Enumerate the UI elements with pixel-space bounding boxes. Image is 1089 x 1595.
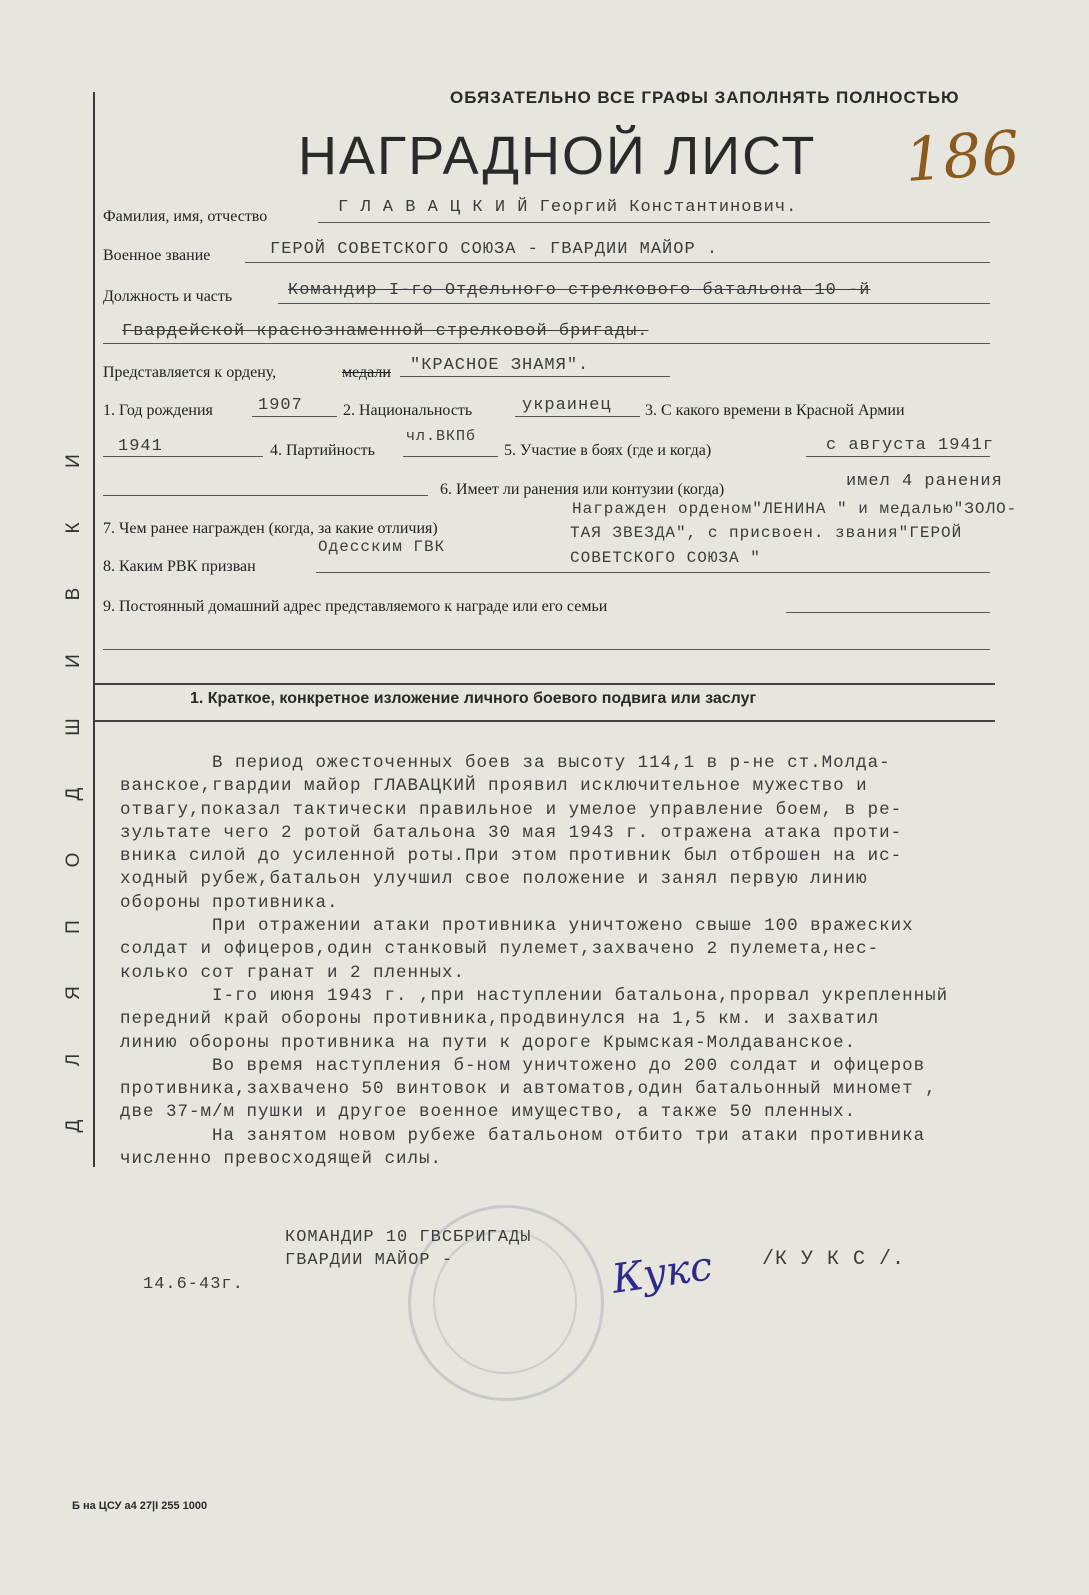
side-caption-letter: Я: [63, 986, 84, 1000]
address-label: 9. Постоянный домашний адрес представляемого к награде или его семьи: [103, 598, 608, 615]
rank-underline: [245, 262, 990, 263]
section-heading: 1. Краткое, конкретное изложение личного боевого подвига или заслуг: [190, 690, 757, 707]
side-caption-letter: П: [63, 919, 84, 934]
citation-line: солдат и офицеров,один станковый пулемет,захвачено 2 пулемета,нес-: [120, 939, 880, 960]
wounds-pre-underline: [103, 495, 428, 496]
rvk-label: 8. Каким РВК призван: [103, 558, 256, 575]
position-underline-2: [103, 343, 990, 344]
citation-line: При отражении атаки противника уничтожено свыше 100 вражеских: [120, 916, 914, 937]
awards-value-2: ТАЯ ЗВЕЗДА", с присвоен. звания"ГЕРОЙ: [570, 524, 963, 542]
battles-underline: [806, 456, 990, 457]
citation-text: [120, 752, 1010, 1171]
printer-note: Б на ЦСУ а4 27|I 255 1000: [72, 1500, 208, 1512]
side-caption-letter: Л: [63, 1053, 84, 1066]
citation-line: ванское,гвардии майор ГЛАВАЦКИЙ проявил исключительное мужество и: [120, 776, 868, 797]
wounds-value: имел 4 ранения: [846, 472, 1003, 491]
position-label: Должность и часть: [103, 288, 233, 305]
wounds-label: 6. Имеет ли ранения или контузии (когда): [440, 481, 725, 498]
document-title: НАГРАДНОЙ ЛИСТ: [298, 126, 817, 186]
address-underline-2: [103, 649, 990, 650]
section-bottom-rule: [95, 720, 995, 722]
citation-line: На занятом новом рубеже батальоном отбито три атаки противника: [120, 1125, 926, 1146]
nationality-underline: [515, 416, 640, 417]
position-value-1: Командир I-го Отдельного стрелкового батальона 10 -й: [288, 281, 871, 300]
battles-value: с августа 1941г: [826, 436, 995, 455]
side-caption-letter: О: [63, 852, 84, 868]
handwritten-number: 186: [902, 118, 1022, 196]
order-struck-text: медали: [342, 364, 391, 381]
handwritten-signature: Кукс: [609, 1243, 716, 1303]
citation-line: вника силой до усиленной роты.При этом противник был отброшен на ис-: [120, 846, 903, 867]
awards-value-3: СОВЕТСКОГО СОЮЗА ": [570, 549, 761, 567]
since-underline: [103, 456, 263, 457]
citation-line: Во время наступления б-ном уничтожено до 200 солдат и офицеров: [120, 1055, 926, 1076]
signature-line-2: ГВАРДИИ МАЙОР -: [285, 1251, 454, 1270]
signature-date: 14.6-43г.: [143, 1275, 244, 1294]
rvk-value: Одесским ГВК: [318, 538, 446, 556]
nationality-label: 2. Национальность: [343, 402, 473, 419]
order-value: "КРАСНОЕ ЗНАМЯ".: [410, 356, 590, 375]
party-label: 4. Партийность: [270, 442, 375, 459]
citation-line: две 37-м/м пушки и другое военное имущество, а также 50 пленных.: [120, 1102, 857, 1123]
since-label: 3. С какого времени в Красной Армии: [645, 402, 905, 419]
signature-name: /К У К С /.: [762, 1248, 906, 1271]
awards-value-1: Награжден орденом"ЛЕНИНА " и медалью"ЗОЛО-: [572, 500, 1018, 518]
since-value: 1941: [118, 437, 163, 456]
citation-line: линию обороны противника на пути к дороге Крымская-Молдаванское.: [120, 1032, 857, 1053]
citation-line: отвагу,показал тактически правильное и умелое управление боем, в ре-: [120, 799, 903, 820]
side-caption-letter: В: [63, 587, 84, 601]
side-caption-letter: Д: [63, 787, 84, 800]
battles-label: 5. Участие в боях (где и когда): [504, 442, 712, 459]
citation-line: передний край обороны противника,продвинулся на 1,5 км. и захватил: [120, 1009, 880, 1030]
position-value-2: Гвардейской краснознаменной стрелковой бригады.: [122, 322, 649, 341]
order-underline: [400, 376, 670, 377]
citation-line: зультате чего 2 ротой батальона 30 мая 1943 г. отражена атака проти-: [120, 822, 903, 843]
awards-label: 7. Чем ранее награжден (когда, за какие отличия): [103, 520, 438, 537]
birth-value: 1907: [258, 396, 303, 415]
nationality-value: украинец: [522, 396, 612, 415]
citation-line: ходный рубеж,батальон улучшил свое положение и занял первую линию: [120, 869, 868, 890]
position-underline-1: [278, 303, 990, 304]
citation-line: противника,захвачено 50 винтовок и автоматов,один батальонный миномет ,: [120, 1079, 937, 1100]
party-value: чл.ВКПб: [406, 428, 477, 445]
order-label: Представляется к ордену,: [103, 364, 277, 381]
party-underline: [403, 456, 498, 457]
citation-line: колько сот гранат и 2 пленных.: [120, 962, 466, 983]
citation-line: обороны противника.: [120, 892, 339, 913]
mandatory-note: ОБЯЗАТЕЛЬНО ВСЕ ГРАФЫ ЗАПОЛНЯТЬ ПОЛНОСТЬЮ: [450, 88, 960, 107]
signature-line-1: КОМАНДИР 10 ГВСБРИГАДЫ: [285, 1228, 532, 1247]
name-underline: [318, 222, 990, 223]
left-margin-line: [93, 92, 95, 1167]
rank-label: Военное звание: [103, 247, 211, 264]
citation-line: численно превосходящей силы.: [120, 1149, 443, 1170]
side-caption-letter: И: [63, 653, 84, 668]
side-caption-letter: К: [63, 521, 84, 534]
citation-line: I-го июня 1943 г. ,при наступлении батальона,прорвал укрепленный: [120, 985, 949, 1006]
rank-value: ГЕРОЙ СОВЕТСКОГО СОЮЗА - ГВАРДИИ МАЙОР .: [270, 240, 719, 259]
side-caption-letter: Ш: [63, 718, 84, 736]
citation-line: В период ожесточенных боев за высоту 114,1 в р-не ст.Молда-: [120, 753, 891, 773]
birth-label: 1. Год рождения: [103, 402, 213, 419]
name-label: Фамилия, имя, отчество: [103, 208, 268, 225]
address-underline-1: [786, 612, 990, 613]
side-caption-letter: Д: [63, 1119, 84, 1133]
side-caption-letter: И: [63, 454, 84, 468]
birth-underline: [252, 416, 337, 417]
section-top-rule: [95, 683, 995, 685]
name-value: Г Л А В А Ц К И Й Георгий Константинович.: [338, 198, 798, 217]
unit-seal-inner-ring: [433, 1230, 577, 1374]
rvk-underline: [316, 572, 990, 573]
